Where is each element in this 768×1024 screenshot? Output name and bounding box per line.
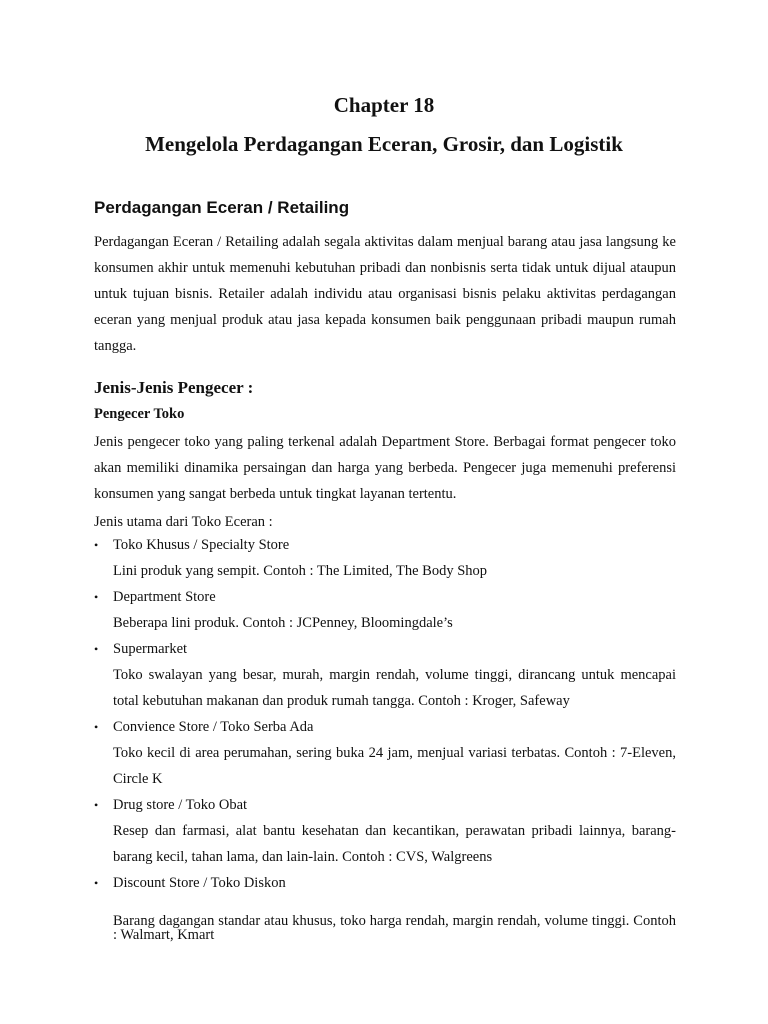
bullet-icon: • [94, 590, 99, 604]
list-item-description: Lini produk yang sempit. Contoh : The Limited, The Body Shop [113, 563, 488, 579]
bullet-icon: • [94, 642, 99, 656]
chapter-number: Chapter 18 [333, 93, 435, 117]
list-item-name: Convience Store / Toko Serba Ada [113, 719, 314, 735]
bullet-icon: • [94, 798, 99, 812]
list-item-description: Beberapa lini produk. Contoh : JCPenney, Bloomingdale’s [113, 615, 453, 631]
list-item [94, 532, 676, 584]
list-item-description: Toko kecil di area perumahan, sering buka 24 jam, menjual variasi terbatas. Contoh : 7-Eleven, Circle K [113, 745, 676, 787]
bullet-icon: • [94, 720, 99, 734]
store-retailers-paragraph: Jenis pengecer toko yang paling terkenal adalah Department Store. Berbagai format pengecer toko akan memiliki dinamika persaingan dan harga yang berbeda. Pengecer juga memenuhi preferensi konsumen yang sangat berbeda untuk tingkat layanan tertentu. [94, 434, 676, 502]
store-retailers-subheading: Pengecer Toko [94, 406, 185, 422]
list-item-name: Department Store [113, 589, 216, 605]
list-item-name: Drug store / Toko Obat [113, 797, 248, 813]
list-item [94, 636, 676, 714]
bullet-icon: • [94, 538, 99, 552]
retailer-types-heading: Jenis-Jenis Pengecer : [94, 378, 254, 397]
list-item [94, 870, 676, 942]
list-item [94, 584, 676, 636]
store-type-list [94, 532, 676, 942]
bullet-icon: • [94, 876, 99, 890]
list-item-name: Toko Khusus / Specialty Store [113, 537, 290, 553]
list-intro: Jenis utama dari Toko Eceran : [94, 514, 273, 530]
list-item-description: Resep dan farmasi, alat bantu kesehatan dan kecantikan, perawatan pribadi lainnya, barang-barang kecil, tahan lama, dan lain-lain. Contoh : CVS, Walgreens [113, 823, 676, 865]
list-item [94, 714, 676, 792]
list-item-name: Discount Store / Toko Diskon [113, 875, 286, 891]
retailing-definition-paragraph: Perdagangan Eceran / Retailing adalah segala aktivitas dalam menjual barang atau jasa langsung ke konsumen akhir untuk memenuhi kebutuhan pribadi dan nonbisnis serta tidak untuk dijual ataupun untuk tujuan bisnis. Retailer adalah individu atau organisasi bisnis pelaku aktivitas perdagangan eceran yang menjual produk atau jasa kepada konsumen baik penggunaan pribadi maupun rumah tangga. [94, 234, 676, 354]
chapter-title: Mengelola Perdagangan Eceran, Grosir, dan Logistik [145, 132, 623, 156]
section-heading-retailing: Perdagangan Eceran / Retailing [94, 198, 350, 217]
list-item-description: Barang dagangan standar atau khusus, toko harga rendah, margin rendah, volume tinggi. Contoh : Walmart, Kmart [113, 913, 676, 943]
list-item-name: Supermarket [113, 641, 188, 657]
list-item-description: Toko swalayan yang besar, murah, margin rendah, volume tinggi, dirancang untuk mencapai total kebutuhan makanan dan produk rumah tangga. Contoh : Kroger, Safeway [113, 667, 676, 709]
list-item [94, 792, 676, 870]
